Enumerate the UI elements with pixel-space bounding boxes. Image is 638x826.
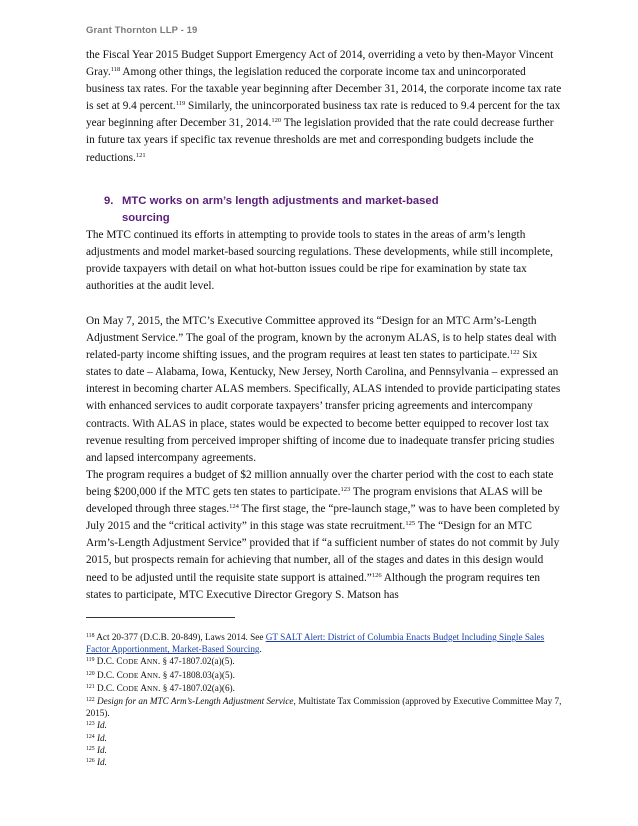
footnote-ref-124[interactable]: 124 (229, 503, 239, 511)
footnote-text: A (138, 656, 147, 667)
paragraph-dc-legislation (86, 47, 562, 167)
gt-salt-alert-link[interactable]: GT SALT Alert: District of Columbia Enacts Budget Including Single Sales Factor Apportionment, Market-Based Sourcing (86, 632, 545, 655)
footnote-ref-119[interactable]: 119 (175, 100, 186, 108)
footnote-ref-122[interactable]: 122 (509, 349, 520, 357)
para4-text-b: The program envisions that ALAS will be developed through three stages. (86, 486, 543, 516)
footnote-ref-126[interactable]: 126 (371, 571, 382, 579)
paragraph-mtc-efforts: The MTC continued its efforts in attempting to provide tools to states in the areas of arm’s length adjustments and model market-based sourcing regulations. These developments, while still incomplete, provide taxpayers with detail on what hot-button issues could be ripe for examination by state tax authorities at the audit level. (86, 229, 553, 293)
footnote-number: 126 (86, 758, 95, 765)
footnote-italic-id: Id. (97, 744, 107, 755)
footnote-text: A (138, 682, 148, 693)
footnote-text: . § 47-1807.02(a)(5). (157, 656, 235, 667)
section-heading (104, 193, 544, 227)
para1-text-b: Among other things, the legislation reduced the corporate income tax and unincorporated business tax rates. For the taxable year beginning after December 31, 2014, the corporate income tax rate is set at 9.4 percent. (86, 66, 562, 113)
footnote-text: D.C. C (94, 656, 123, 667)
footnote-121 (86, 682, 562, 695)
footnote-122 (86, 695, 562, 719)
footnote-text: . § 47-1807.02(a)(6). (158, 682, 235, 693)
footnote-text: Act 20-377 (D.C.B. 20-849), Laws 2014. See (94, 632, 266, 642)
footnote-text: A (138, 669, 148, 680)
para4-text-a: The program requires a budget of $2 million annually over the charter period with the cost to each state being $200,000 if the MTC gets ten states to participate. (86, 469, 554, 499)
para4-text-e: Although the program requires ten states to participate, MTC Executive Director Gregory S. Matson has (86, 571, 540, 601)
footnote-italic-title: Design for an MTC Arm’s-Length Adjustment Service (97, 696, 294, 707)
footnote-text: D.C. C (94, 682, 123, 693)
footnote-ref-121[interactable]: 121 (135, 151, 146, 159)
footnote-ref-125[interactable]: 125 (405, 520, 416, 528)
footnote-italic-id: Id. (97, 757, 107, 768)
footnote-text: D.C. C (94, 669, 123, 680)
section-title-line1: MTC works on arm’s length adjustments and market-based (122, 195, 439, 207)
footnote-number: 122 (86, 697, 95, 704)
footnote-number: 125 (86, 745, 95, 752)
footnote-number: 119 (86, 657, 95, 664)
para1-text-c: Similarly, the unincorporated business tax rate is reduced to 9.4 percent for the tax year beginning after December 31, 2014. (86, 100, 561, 130)
footnote-text: . § 47-1808.03(a)(5). (158, 669, 235, 680)
footnote-smallcaps: NN (146, 657, 158, 667)
footnote-end: . (259, 644, 262, 655)
footnote-separator (86, 617, 235, 618)
footnote-118 (86, 631, 562, 655)
para1-text-d: The legislation provided that the rate could decrease further in future tax years if specific tax revenue thresholds are met and corresponding budgets include the reductions. (86, 117, 554, 164)
footnote-number: 120 (86, 670, 95, 677)
para3-text-a: On May 7, 2015, the MTC’s Executive Committee approved its “Design for an MTC Arm’s-Length Adjustment Service.” The goal of the program, known by the acronym ALAS, is to help states deal with related-party income shifting issues, and the program requires at least ten states to participate. (86, 315, 557, 362)
para4-text-d: The “Design for an MTC Arm’s-Length Adjustment Service” provided that if “a sufficient number of states do not commit by July 2015, but prospects remain for achieving that number, all of the stages and dates in this design would need to be adjusted until the requisite state support is attained.” (86, 520, 560, 584)
footnote-number: 124 (86, 733, 95, 740)
para4-text-c: The first stage, the “pre-launch stage,” was to have been completed by July 2015 and the “critical activity” in this stage was state recruitment. (86, 503, 560, 533)
footnote-120 (86, 669, 562, 682)
footnote-smallcaps: ODE (122, 657, 139, 667)
section-title-line2: sourcing (122, 212, 170, 224)
paragraph-program-budget (86, 467, 562, 604)
footnote-text: , Multistate Tax Commission (approved by Executive Committee May 7, 2015). (86, 696, 562, 719)
para1-text-a: the Fiscal Year 2015 Budget Support Emergency Act of 2014, overriding a veto by then-Mayor Vincent Gray. (86, 49, 554, 79)
section-number: 9. (104, 195, 114, 207)
footnote-italic-id: Id. (97, 732, 107, 743)
footnote-number: 123 (86, 721, 95, 728)
footnote-smallcaps: ODE (122, 670, 139, 680)
footnote-ref-123[interactable]: 123 (340, 486, 351, 494)
footnote-ref-118[interactable]: 118 (110, 66, 121, 74)
para3-text-b: Six states to date – Alabama, Iowa, Kentucky, New Jersey, North Carolina, and Pennsylvania – expressed an interest in becoming charter ALAS members. Specifically, ALAS intended to provide participating states with enhanced services to audit corporate taxpayers’ transfer pricing agreements and intercompany contracts. With ALAS in place, states would be expected to become better equipped to recover lost tax revenue resulting from perceived improper shifting of income due to inadequate transfer pricing studies and lapsed intercompany agreements. (86, 349, 561, 464)
footnotes (86, 631, 562, 768)
footnote-124 (86, 732, 562, 744)
footnote-ref-120[interactable]: 120 (271, 117, 282, 125)
footnote-smallcaps: NN (147, 670, 159, 680)
paragraph-alas-program (86, 313, 562, 467)
footnote-smallcaps: NN (147, 683, 159, 693)
footnote-number: 121 (86, 683, 95, 690)
footnote-125 (86, 744, 562, 756)
running-head: Grant Thornton LLP - 19 (86, 25, 198, 36)
footnote-123 (86, 719, 562, 731)
footnote-smallcaps: ODE (122, 683, 139, 693)
footnote-126 (86, 756, 562, 768)
footnote-italic-id: Id. (97, 720, 107, 731)
footnote-119 (86, 655, 562, 668)
footnote-number: 118 (86, 633, 95, 639)
